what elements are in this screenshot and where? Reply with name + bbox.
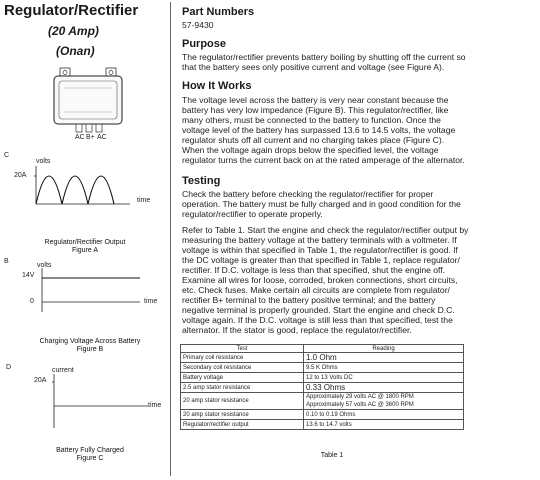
text-line: voltage level of the battery has surpassed 13.6 to 14.5 volts, the voltage (182, 125, 456, 135)
purpose-heading: Purpose (182, 38, 227, 50)
table-cell: Primary coil resistance (181, 353, 304, 363)
table-cell: Secondary coil resistance (181, 363, 304, 373)
purpose-text (182, 52, 534, 72)
figure-c-caption-line1: Battery Fully Charged (56, 447, 124, 454)
table-header-reading: Reading (304, 345, 464, 353)
figure-b-caption-line1: Charging Voltage Across Battery (39, 338, 141, 345)
text-line: The regulator/rectifier prevents battery boiling by shutting off the current so (182, 52, 466, 62)
how-it-works-heading: How It Works (182, 80, 252, 92)
figure-b-letter: B (4, 258, 9, 265)
text-line: When the voltage again drops below the specified level, the voltage (182, 145, 439, 155)
part-number-value: 57-9430 (182, 20, 214, 30)
figure-b-ytick-14v: 14V (22, 272, 35, 279)
table-caption: Table 1 (320, 452, 344, 459)
text-line: that the battery sees only positive current and voltage (see Figure A). (182, 62, 445, 72)
text-line: battery has very low impedance (Figure B). This regulator/rectifier, like (182, 105, 449, 115)
table-cell: 13.6 to 14.7 volts (304, 420, 464, 430)
table-header-row (181, 345, 464, 353)
figure-c-graph (48, 374, 154, 432)
specifications-table (180, 344, 464, 430)
text-line: regulator turns the current back on at the rated amperage of the alternator. (182, 155, 465, 165)
table-cell: 0.10 to 0.19 Ohms (304, 410, 464, 420)
figure-a-caption-line1: Regulator/Rectifier Output (44, 239, 126, 246)
table-row (181, 383, 464, 393)
text-line: regulator shuts off all current and no charging takes place (Figure C). (182, 135, 445, 145)
figure-b-ytick-0: 0 (30, 298, 34, 305)
page-subtitle-brand: (Onan) (56, 44, 95, 58)
table-row (181, 393, 464, 402)
table-cell: Battery voltage (181, 373, 304, 383)
pin-label-b-plus: B+ (86, 134, 95, 141)
testing-paragraph-2 (182, 225, 534, 335)
figure-a-caption-line2: Figure A (71, 247, 99, 254)
figure-a-ytick: 20A (14, 172, 27, 179)
table-cell: Regulator/rectifier output (181, 420, 304, 430)
text-line: Refer to Table 1. Start the engine and check the regulator/rectifier output by (182, 225, 469, 235)
table-cell: Approximately 57 volts AC @ 3600 RPM (304, 401, 464, 410)
text-line: measuring the battery voltage at the battery terminals with a voltmeter. If (182, 235, 457, 245)
table-cell: Approximately 29 volts AC @ 1800 RPM (304, 393, 464, 402)
table-row (181, 420, 464, 430)
table-cell: 0.33 Ohms (304, 383, 464, 393)
figure-b-xlabel: time (144, 298, 158, 305)
part-numbers-heading: Part Numbers (182, 6, 255, 18)
testing-heading: Testing (182, 175, 221, 187)
pin-label-ac-1: AC (75, 134, 85, 141)
table-cell: 20 amp stator resistance (181, 393, 304, 410)
figure-a-graph (30, 166, 138, 210)
column-divider (170, 2, 171, 476)
table-cell: 9.5 K Ohms (304, 363, 464, 373)
pin-label-ac-2: AC (97, 134, 107, 141)
text-line: operation. The battery must be fully charged and in good condition for the (182, 199, 461, 209)
table-row (181, 363, 464, 373)
figure-b-ylabel: volts (37, 262, 52, 269)
figure-c-xlabel: time (148, 402, 162, 409)
text-line: rectifier. If D.C. voltage is less than that specified, shut the engine off. (182, 265, 446, 275)
figure-c-letter: D (6, 364, 12, 371)
text-line: the DC voltage is greater than that specified in Table 1, replace regulator/ (182, 255, 460, 265)
figure-c-ytick: 20A (34, 377, 47, 384)
text-line: regulator/rectifier to operate properly. (182, 209, 323, 219)
table-cell: 2.5 amp stator resistance (181, 383, 304, 393)
text-line: voltage again. If the D.C. voltage is still less than that specified, test the (182, 315, 453, 325)
table-row (181, 410, 464, 420)
how-it-works-text (182, 95, 534, 165)
text-line: voltage is within that specified in Table 1, the regulator/rectifier is good. If (182, 245, 458, 255)
text-line: many others, must be connected to the battery to function. Once the (182, 115, 441, 125)
table-cell: 12 to 13 Volts DC (304, 373, 464, 383)
text-line: etc. Check fuses. Make certain all circuits are complete from regulator/ (182, 285, 450, 295)
table-row (181, 373, 464, 383)
table-cell: 1.0 Ohm (304, 353, 464, 363)
figure-a-ylabel: volts (36, 158, 51, 165)
text-line: The voltage level across the battery is very near constant because the (182, 95, 449, 105)
text-line: rectifier B+ terminal to the battery positive terminal; and the battery (182, 295, 436, 305)
figure-c-caption-line2: Figure C (76, 455, 104, 462)
figure-a-letter: C (4, 152, 10, 159)
table-cell: 20 amp stator resistance (181, 410, 304, 420)
page-title: Regulator/Rectifier (4, 2, 139, 19)
testing-paragraph-1 (182, 189, 534, 219)
figure-a-xlabel: time (137, 197, 151, 204)
figure-b-caption-line2: Figure B (76, 346, 104, 353)
text-line: Examine all wires for loose, corroded, broken connections, short circuits, (182, 275, 458, 285)
table-header-test: Test (181, 345, 304, 353)
text-line: alternator. If the stator is good, replace the regulator/rectifier. (182, 325, 412, 335)
text-line: Check the battery before checking the regulator/rectifier for proper (182, 189, 434, 199)
page-subtitle-amp: (20 Amp) (48, 24, 99, 38)
figure-b-graph (36, 268, 146, 316)
figure-c-ylabel: current (52, 367, 74, 374)
table-row (181, 353, 464, 363)
text-line: negative terminal is properly grounded. Start the engine and check D.C. (182, 305, 455, 315)
